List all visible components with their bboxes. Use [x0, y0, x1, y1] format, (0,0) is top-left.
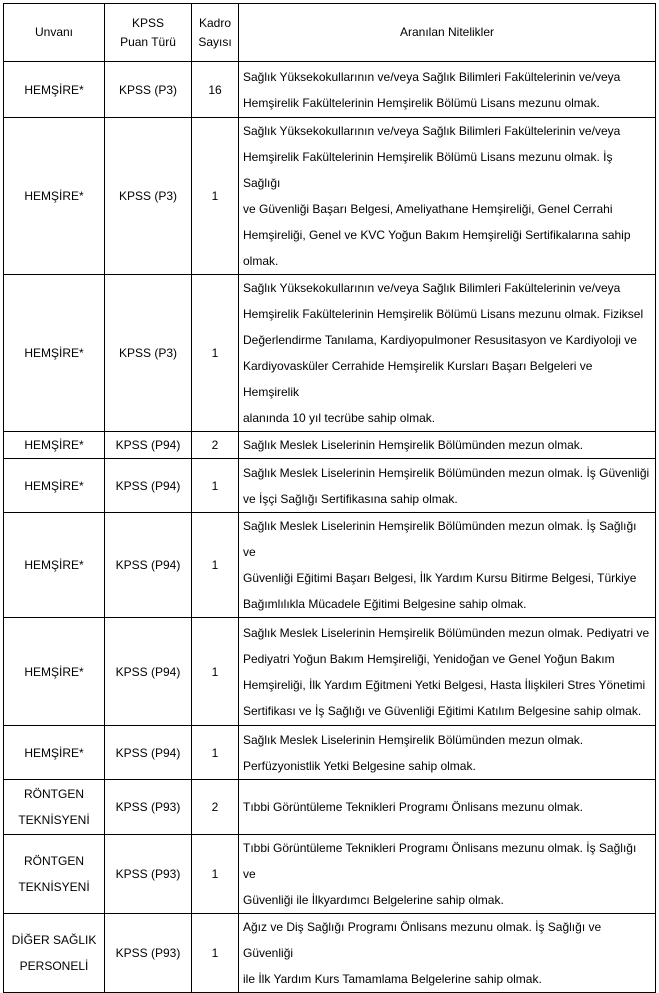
unvan-line: HEMŞİRE* [24, 664, 84, 679]
cell-puan-turu: KPSS (P93) [105, 914, 192, 993]
unvan-line: HEMŞİRE* [24, 745, 84, 760]
cell-unvan [4, 726, 105, 780]
table-body [4, 62, 656, 993]
cell-aranilan-nitelikler [239, 432, 656, 459]
unvan-line: HEMŞİRE* [24, 558, 84, 572]
cell-aranilan-nitelikler [239, 513, 656, 618]
nitelik-line: Sağlık Meslek Liselerinin Hemşirelik Bölümünden mezun olmak. [243, 732, 584, 747]
header-kadro-line1: Kadro [198, 15, 232, 30]
cell-aranilan-nitelikler [239, 118, 656, 275]
header-puan-turu [105, 4, 192, 62]
cell-unvan [4, 62, 105, 118]
cell-unvan [4, 835, 105, 914]
cell-puan-turu: KPSS (P94) [105, 726, 192, 780]
header-unvan: Unvanı [4, 4, 105, 62]
cell-puan-turu: KPSS (P94) [105, 513, 192, 618]
table-row [4, 618, 656, 726]
unvan-line: HEMŞİRE* [24, 346, 84, 360]
cell-unvan [4, 459, 105, 513]
unvan-line: HEMŞİRE* [24, 189, 84, 203]
nitelik-line: Hemşireliği, İlk Yardım Eğitmeni Yetki Belgesi, Hasta İlişkileri Stres Yönetimi [243, 677, 646, 692]
cell-aranilan-nitelikler [239, 780, 656, 835]
unvan-line: PERSONELİ [19, 959, 89, 973]
nitelik-line: Sağlık Yüksekokullarının ve/veya Sağlık Bilimleri Fakültelerinin ve/veya [243, 124, 621, 138]
header-row [4, 4, 656, 62]
unvan-line: HEMŞİRE* [24, 478, 84, 493]
nitelik-line: Güvenliği ile İlkyardımcı Belgelerine sahip olmak. [243, 893, 504, 907]
nitelik-line: ile İlk Yardım Kurs Tamamlama Belgelerine sahip olmak. [243, 972, 542, 986]
cell-kadro-sayisi: 2 [192, 432, 239, 459]
header-puan-line1: KPSS [131, 15, 164, 30]
cell-aranilan-nitelikler [239, 275, 656, 432]
table-row [4, 513, 656, 618]
cell-aranilan-nitelikler [239, 835, 656, 914]
cell-puan-turu: KPSS (P93) [105, 780, 192, 835]
cell-unvan [4, 513, 105, 618]
cell-unvan [4, 432, 105, 459]
nitelik-line: Güvenliği Eğitimi Başarı Belgesi, İlk Yardım Kursu Bitirme Belgesi, Türkiye [243, 571, 637, 585]
header-aranilan-nitelikler: Aranılan Nitelikler [239, 4, 656, 62]
cell-puan-turu: KPSS (P94) [105, 618, 192, 726]
nitelik-line: Kardiyovasküler Cerrahide Hemşirelik Kursları Başarı Belgeleri ve Hemşirelik [243, 359, 593, 399]
cell-aranilan-nitelikler [239, 62, 656, 118]
nitelik-line: Sağlık Meslek Liselerinin Hemşirelik Bölümünden mezun olmak. Pediyatri ve [243, 625, 650, 640]
unvan-line: HEMŞİRE* [24, 82, 84, 97]
nitelik-line: Bağımlılıkla Mücadele Eğitimi Belgesine sahip olmak. [243, 597, 527, 611]
header-kadro-sayisi [192, 4, 239, 62]
cell-kadro-sayisi: 1 [192, 726, 239, 780]
cell-aranilan-nitelikler [239, 914, 656, 993]
cell-aranilan-nitelikler [239, 618, 656, 726]
cell-puan-turu: KPSS (P94) [105, 459, 192, 513]
nitelik-line: olmak. [243, 254, 279, 268]
cell-kadro-sayisi: 1 [192, 459, 239, 513]
table-row [4, 432, 656, 459]
cell-unvan [4, 118, 105, 275]
nitelik-line: Sertifikası ve İş Sağlığı ve Güvenliği Eğitimi Katılım Belgesine sahip olmak. [243, 703, 642, 718]
cell-aranilan-nitelikler [239, 726, 656, 780]
nitelik-line: Hemşirelik Fakültelerinin Hemşirelik Bölümü Lisans mezunu olmak. Fiziksel [243, 307, 644, 321]
nitelik-line: Perfüzyonistlik Yetki Belgesine sahip olmak. [243, 758, 476, 773]
nitelik-line: Sağlık Meslek Liselerinin Hemşirelik Bölümünden mezun olmak. [243, 438, 584, 452]
table-row [4, 118, 656, 275]
unvan-line: RÖNTGEN [24, 787, 84, 801]
cell-puan-turu: KPSS (P93) [105, 835, 192, 914]
cell-puan-turu: KPSS (P3) [105, 275, 192, 432]
cell-puan-turu: KPSS (P94) [105, 432, 192, 459]
unvan-line: HEMŞİRE* [24, 438, 84, 452]
nitelik-line: Sağlık Meslek Liselerinin Hemşirelik Bölümünden mezun olmak. İş Sağlığı ve [243, 519, 637, 559]
nitelik-line: Değerlendirme Tanılama, Kardiyopulmoner Resusitasyon ve Kardiyoloji ve [243, 333, 637, 347]
cell-kadro-sayisi: 1 [192, 914, 239, 993]
unvan-line: DİĞER SAĞLIK [11, 933, 97, 947]
cell-unvan [4, 914, 105, 993]
positions-table [3, 3, 656, 993]
cell-kadro-sayisi: 1 [192, 618, 239, 726]
header-kadro-line2: Sayısı [198, 34, 232, 49]
table-row [4, 62, 656, 118]
cell-kadro-sayisi: 2 [192, 780, 239, 835]
cell-kadro-sayisi: 16 [192, 62, 239, 118]
nitelik-line: Tıbbi Görüntüleme Teknikleri Programı Önlisans mezunu olmak. İş Sağlığı ve [243, 841, 637, 881]
nitelik-line: Pediyatri Yoğun Bakım Hemşireliği, Yenidoğan ve Genel Yoğun Bakım [243, 651, 615, 666]
unvan-line: TEKNİSYENİ [18, 880, 90, 894]
nitelik-line: alanında 10 yıl tecrübe sahip olmak. [243, 411, 436, 425]
cell-aranilan-nitelikler [239, 459, 656, 513]
nitelik-line: Hemşireliği, Genel ve KVC Yoğun Bakım Hemşireliği Sertifikalarına sahip [243, 228, 631, 242]
nitelik-line: Tıbbi Görüntüleme Teknikleri Programı Önlisans mezunu olmak. [243, 800, 583, 814]
table-row [4, 726, 656, 780]
nitelik-line: ve Güvenliği Başarı Belgesi, Ameliyathane Hemşireliği, Genel Cerrahi [243, 202, 613, 216]
unvan-line: RÖNTGEN [24, 854, 84, 868]
nitelik-line: ve İşçi Sağlığı Sertifikasına sahip olmak. [243, 491, 458, 506]
table-row [4, 780, 656, 835]
cell-puan-turu: KPSS (P3) [105, 118, 192, 275]
cell-unvan [4, 275, 105, 432]
table-row [4, 275, 656, 432]
cell-kadro-sayisi: 1 [192, 513, 239, 618]
header-puan-line2: Puan Türü [120, 34, 176, 49]
cell-kadro-sayisi: 1 [192, 275, 239, 432]
nitelik-line: Sağlık Yüksekokullarının ve/veya Sağlık Bilimleri Fakültelerinin ve/veya [243, 69, 621, 84]
nitelik-line: Hemşirelik Fakültelerinin Hemşirelik Bölümü Lisans mezunu olmak. [243, 95, 600, 110]
table-row [4, 914, 656, 993]
table-row [4, 835, 656, 914]
cell-kadro-sayisi: 1 [192, 835, 239, 914]
cell-unvan [4, 618, 105, 726]
cell-puan-turu: KPSS (P3) [105, 62, 192, 118]
nitelik-line: Sağlık Meslek Liselerinin Hemşirelik Bölümünden mezun olmak. İş Güvenliği [243, 465, 650, 480]
nitelik-line: Ağız ve Diş Sağlığı Programı Önlisans mezunu olmak. İş Sağlığı ve Güvenliği [243, 920, 602, 960]
unvan-line: TEKNİSYENİ [18, 813, 90, 827]
table-row [4, 459, 656, 513]
cell-unvan [4, 780, 105, 835]
cell-kadro-sayisi: 1 [192, 118, 239, 275]
nitelik-line: Sağlık Yüksekokullarının ve/veya Sağlık Bilimleri Fakültelerinin ve/veya [243, 281, 621, 295]
table-header [4, 4, 656, 62]
nitelik-line: Hemşirelik Fakültelerinin Hemşirelik Bölümü Lisans mezunu olmak. İş Sağlığı [243, 150, 613, 190]
